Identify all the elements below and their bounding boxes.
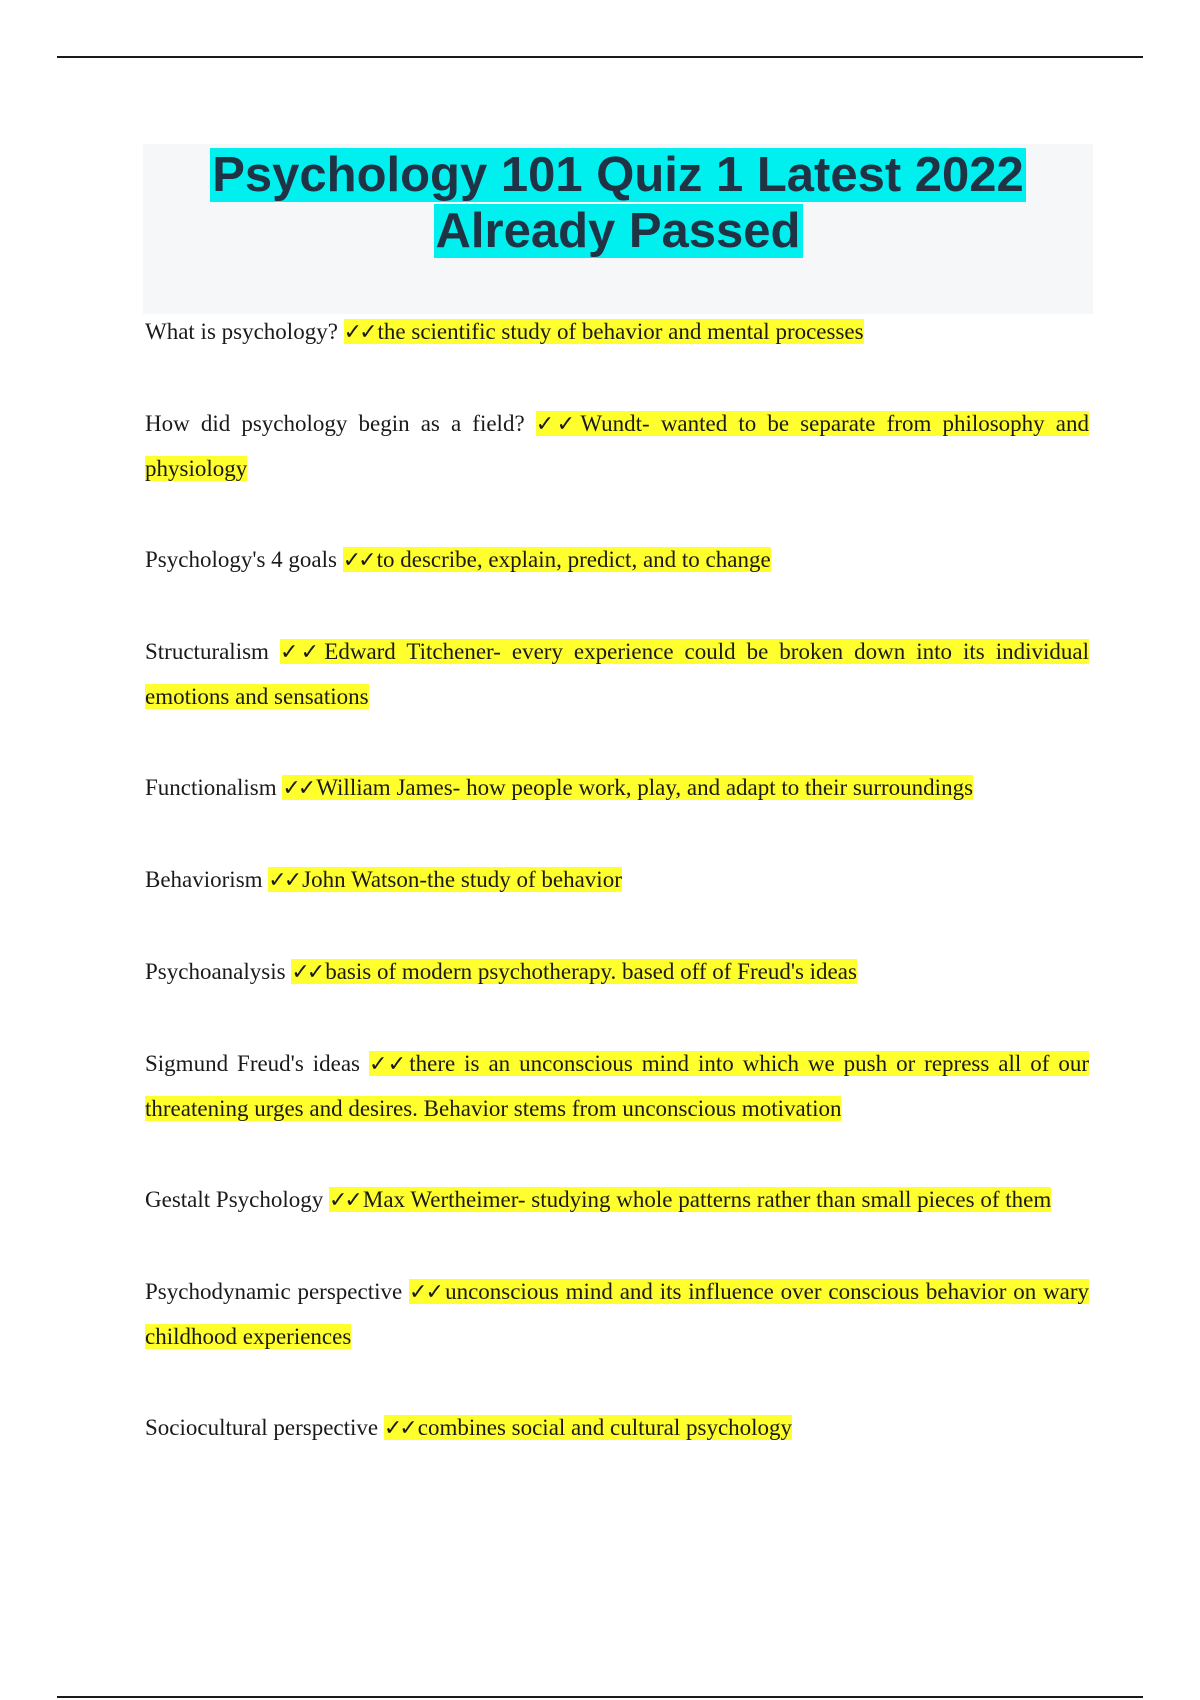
- qa-answer-text: Edward Titchener- every experience could be broken down into its individual emotions and sensations: [145, 639, 1089, 709]
- qa-answer: [384, 1415, 792, 1440]
- qa-answer-text: William James- how people work, play, and adapt to their surroundings: [316, 775, 974, 800]
- qa-answer-text: basis of modern psychotherapy. based off of Freud's ideas: [325, 959, 857, 984]
- qa-answer: [291, 959, 857, 984]
- qa-list: [145, 310, 1089, 1451]
- qa-term: Behaviorism: [145, 867, 263, 892]
- qa-item: [145, 538, 1089, 583]
- qa-term: Functionalism: [145, 775, 277, 800]
- check-mark-icon: ✓✓: [342, 548, 374, 573]
- qa-answer-text: combines social and cultural psychology: [417, 1415, 793, 1440]
- check-mark-icon: ✓✓: [279, 640, 322, 665]
- qa-term: Sociocultural perspective: [145, 1415, 379, 1440]
- check-mark-icon: ✓✓: [329, 1188, 360, 1213]
- qa-item: [145, 402, 1089, 491]
- qa-item: [145, 1270, 1089, 1359]
- qa-term: Psychodynamic perspective: [145, 1279, 403, 1304]
- bottom-rule: [57, 1696, 1143, 1698]
- qa-answer-text: Wundt- wanted to be separate from philosophy and physiology: [145, 411, 1089, 481]
- qa-answer-text: there is an unconscious mind into which we push or repress all of our threatening urges and desires. Behavior stems from unconscious motivation: [145, 1051, 1089, 1121]
- check-mark-icon: ✓✓: [291, 960, 323, 985]
- check-mark-icon: ✓✓: [383, 1416, 415, 1441]
- qa-answer: [329, 1187, 1051, 1212]
- check-mark-icon: ✓✓: [282, 776, 314, 801]
- title-line-1: Psychology 101 Quiz 1 Latest 2022: [212, 148, 1024, 202]
- qa-answer: [344, 319, 864, 344]
- qa-term: Structuralism: [145, 639, 269, 664]
- qa-answer-text: unconscious mind and its influence over conscious behavior on wary childhood experiences: [145, 1279, 1090, 1349]
- qa-item: [145, 630, 1089, 719]
- qa-answer-text: the scientific study of behavior and mental processes: [377, 319, 864, 344]
- qa-answer: [343, 547, 771, 572]
- qa-answer-text: to describe, explain, predict, and to change: [376, 547, 771, 572]
- qa-term: How did psychology begin as a field?: [145, 411, 525, 436]
- check-mark-icon: ✓✓: [368, 1052, 407, 1077]
- qa-item: [145, 766, 1089, 811]
- check-mark-icon: ✓✓: [343, 320, 375, 345]
- qa-item: [145, 1178, 1089, 1223]
- qa-term: Gestalt Psychology: [145, 1187, 324, 1212]
- qa-item: [145, 950, 1089, 995]
- qa-term: Psychology's 4 goals: [145, 547, 337, 572]
- page-title: [143, 144, 1093, 259]
- qa-item: [145, 1406, 1089, 1451]
- qa-answer: [145, 639, 1089, 709]
- qa-item: [145, 1042, 1089, 1131]
- qa-item: [145, 858, 1089, 903]
- qa-term: Psychoanalysis: [145, 959, 286, 984]
- check-mark-icon: ✓✓: [535, 412, 578, 437]
- qa-answer: [282, 775, 973, 800]
- qa-answer-text: Max Wertheimer- studying whole patterns rather than small pieces of them: [362, 1187, 1052, 1212]
- check-mark-icon: ✓✓: [409, 1280, 443, 1305]
- title-banner: [143, 144, 1093, 314]
- qa-answer: [268, 867, 622, 892]
- title-line-2: Already Passed: [435, 204, 801, 258]
- qa-answer-text: John Watson-the study of behavior: [302, 867, 622, 892]
- qa-term: What is psychology?: [145, 319, 338, 344]
- qa-item: [145, 310, 1089, 355]
- qa-term: Sigmund Freud's ideas: [145, 1051, 360, 1076]
- top-rule: [57, 56, 1143, 58]
- check-mark-icon: ✓✓: [268, 868, 300, 893]
